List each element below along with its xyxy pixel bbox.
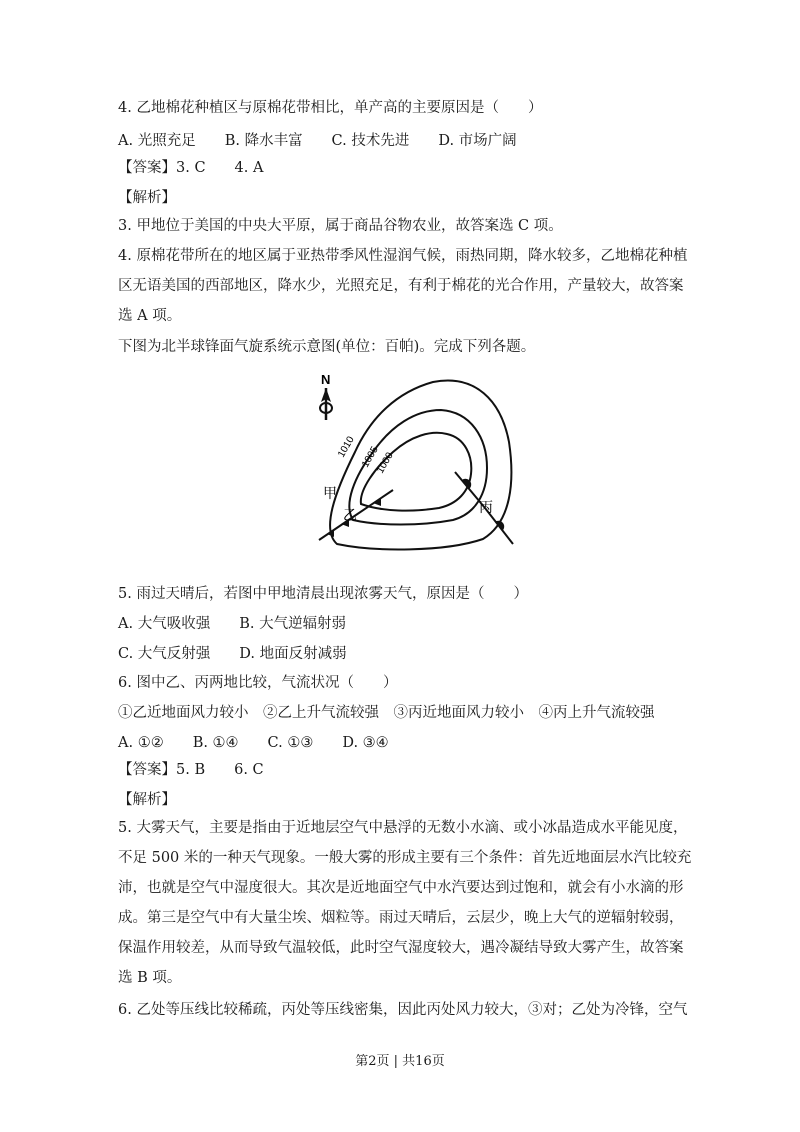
place-label-jia: 甲 [323,486,337,502]
question-5-options-ab: A. 大气吸收强 B. 大气逆辐射弱 [118,616,347,632]
isobar-label-1005: 1005 [360,444,381,470]
answer-3-4: 【答案】3. C 4. A [118,160,264,176]
question-5: 5. 雨过天晴后，若图中甲地清晨出现浓雾天气，原因是（ ） [118,586,528,602]
analysis-5-line4: 成。第三是空气中有大量尘埃、烟粒等。雨过天晴后，云层少，晚上大气的逆辐射较弱， [118,910,684,926]
answer-5-6: 【答案】5. B 6. C [118,762,264,778]
frontal-cyclone-diagram [315,372,520,552]
analysis-5-line6: 选 B 项。 [118,970,182,986]
analysis-6-line1: 6. 乙处等压线比较稀疏，丙处等压线密集，因此丙处风力较大，③对；乙处为冷锋，空气 [118,1002,688,1018]
question-6: 6. 图中乙、丙两地比较，气流状况（ ） [118,675,398,691]
isobar-label-1010: 1010 [336,434,357,460]
analysis-heading: 【解析】 [118,190,176,206]
question-4-options: A. 光照充足 B. 降水丰富 C. 技术先进 D. 市场广阔 [118,133,517,149]
analysis-5-line5: 保温作用较差，从而导致气温较低，此时空气湿度较大，遇冷凝结导致大雾产生，故答案 [118,940,684,956]
page-footer: 第2页 | 共16页 [355,1054,445,1069]
analysis-5-line2: 不足 500 米的一种天气现象。一般大雾的形成主要有三个条件：首先近地面层水汽比较充 [118,850,692,866]
analysis-4-line1: 4. 原棉花带所在的地区属于亚热带季风性湿润气候，雨热同期，降水较多，乙地棉花种植 [118,248,688,264]
analysis-heading-2: 【解析】 [118,792,176,808]
question-5-options-cd: C. 大气反射强 D. 地面反射减弱 [118,646,347,662]
isobar-label-1000: 1000 [375,450,396,476]
analysis-4-line3: 选 A 项。 [118,308,182,324]
question-6-options: A. ①② B. ①④ C. ①③ D. ③④ [118,735,389,751]
north-label: N [321,372,331,387]
figure-intro: 下图为北半球锋面气旋系统示意图(单位：百帕)。完成下列各题。 [118,339,536,355]
question-6-statements: ①乙近地面风力较小 ②乙上升气流较强 ③丙近地面风力较小 ④丙上升气流较强 [118,705,655,721]
place-label-yi: 乙 [343,508,357,524]
analysis-4-line2: 区无语美国的西部地区，降水少，光照充足，有利于棉花的光合作用，产量较大，故答案 [118,278,684,294]
north-arrow-icon [320,388,332,420]
question-4: 4. 乙地棉花种植区与原棉花带相比，单产高的主要原因是（ ） [118,100,543,116]
place-label-bing: 丙 [479,500,493,516]
analysis-5-line1: 5. 大雾天气，主要是指由于近地层空气中悬浮的无数小水滴、或小冰晶造成水平能见度， [118,820,688,836]
analysis-5-line3: 沛，也就是空气中湿度很大。其次是近地面空气中水汽要达到过饱和，就会有小水滴的形 [118,880,684,896]
analysis-3: 3. 甲地位于美国的中央大平原，属于商品谷物农业，故答案选 C 项。 [118,218,563,234]
